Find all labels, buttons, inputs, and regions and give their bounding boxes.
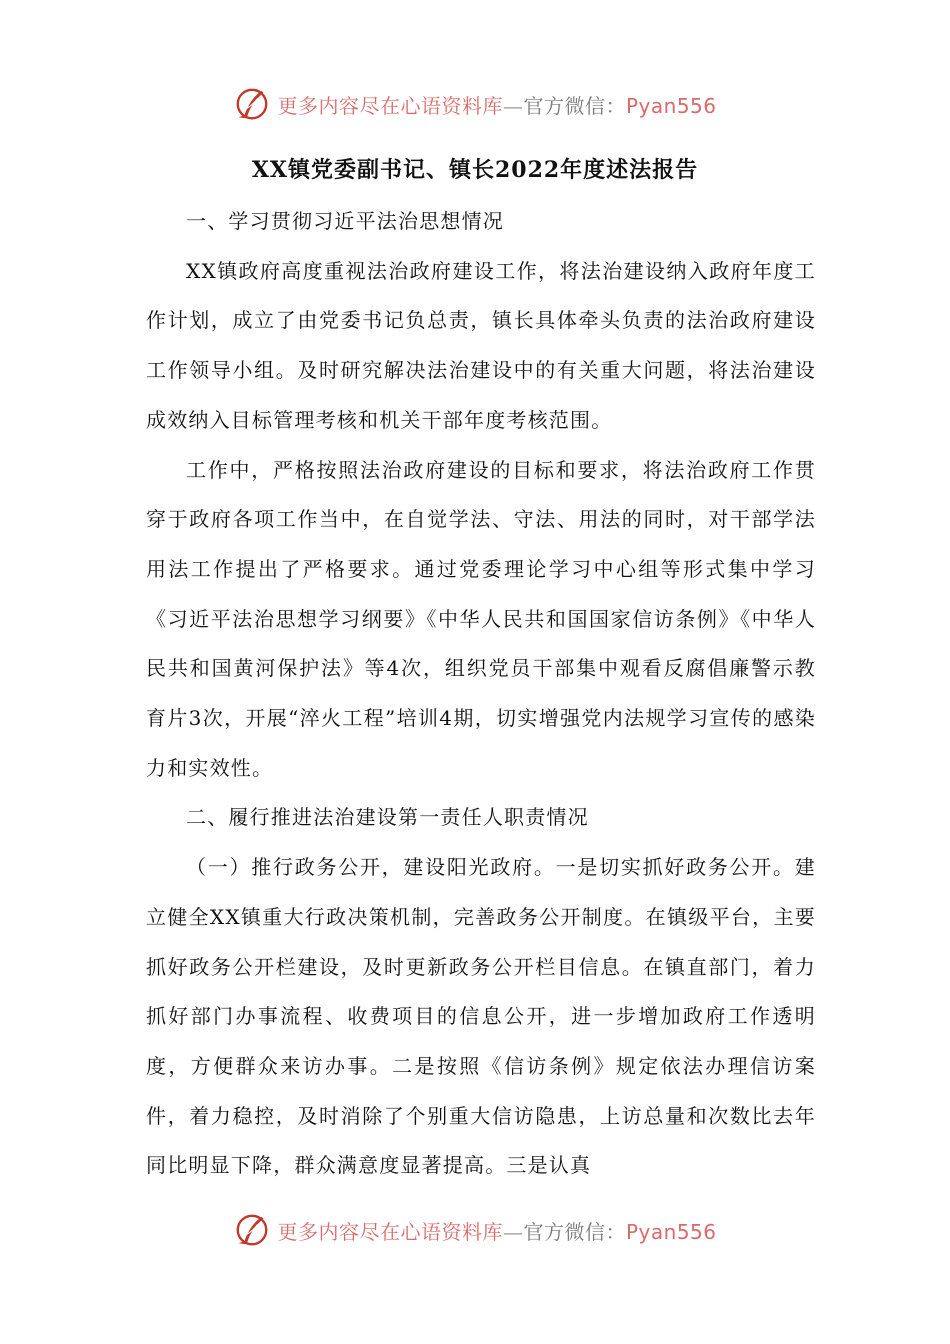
body-paragraph-2: 工作中，严格按照法治政府建设的目标和要求，将法治政府工作贯穿于政府各项工作当中，在自觉学法、守法、用法的同时，对干部学法用法工作提出了严格要求。通过党委理论学习中心组等形式集中学习《习近平法治思想学习纲要》《中华人民共和国国家信访条例》《中华人民共和国黄河保护法》等4次，组织党员干部集中观看反腐倡廉警示教育片3次，开展“淬火工程”培训4期，切实增强党内法规学习宣传的感染力和实效性。 — [146, 457, 816, 780]
banner-handle: Pyan556 — [625, 93, 717, 118]
body-paragraph-3: （一）推行政务公开，建设阳光政府。一是切实抓好政务公开。建立健全XX镇重大行政决策机制，完善政务公开制度。在镇级平台，主要抓好政务公开栏建设，及时更新政务公开栏目信息。在镇直部门，着力抓好部门办事流程、收费项目的信息公开，进一步增加政府工作透明度，方便群众来访办事。二是按照《信访条例》规定依法办理信访案件，着力稳控，及时消除了个别重大信访隐患，上访总量和次数比去年同比明显下降，群众满意度显著提高。三是认真 — [146, 855, 816, 1178]
header-watermark-banner — [0, 82, 950, 126]
section-heading-1: 一、学习贯彻习近平法治思想情况 — [186, 209, 504, 233]
document-body — [146, 197, 816, 1191]
quill-logo-icon — [233, 1211, 271, 1249]
section-heading-2: 二、履行推进法治建设第一责任人职责情况 — [186, 805, 589, 830]
document-title: XX镇党委副书记、镇长2022年度述法报告 — [251, 157, 699, 183]
banner-brand: 更多内容尽在心语资料库 — [277, 93, 503, 118]
banner-official: 官方微信： — [523, 1219, 626, 1244]
banner-text — [277, 1216, 716, 1245]
footer-watermark-banner — [0, 1208, 950, 1252]
banner-brand: 更多内容尽在心语资料库 — [277, 1219, 503, 1244]
banner-dash: — — [502, 1219, 524, 1244]
quill-logo-icon — [233, 85, 271, 123]
banner-dash: — — [502, 93, 524, 118]
banner-handle: Pyan556 — [625, 1219, 717, 1244]
body-paragraph-1: XX镇政府高度重视法治政府建设工作，将法治建设纳入政府年度工作计划，成立了由党委书记负总责，镇长具体牵头负责的法治政府建设工作领导小组。及时研究解决法治建设中的有关重大问题，将法治建设成效纳入目标管理考核和机关干部年度考核范围。 — [146, 258, 816, 432]
banner-text — [277, 90, 716, 119]
banner-official: 官方微信： — [523, 93, 626, 118]
